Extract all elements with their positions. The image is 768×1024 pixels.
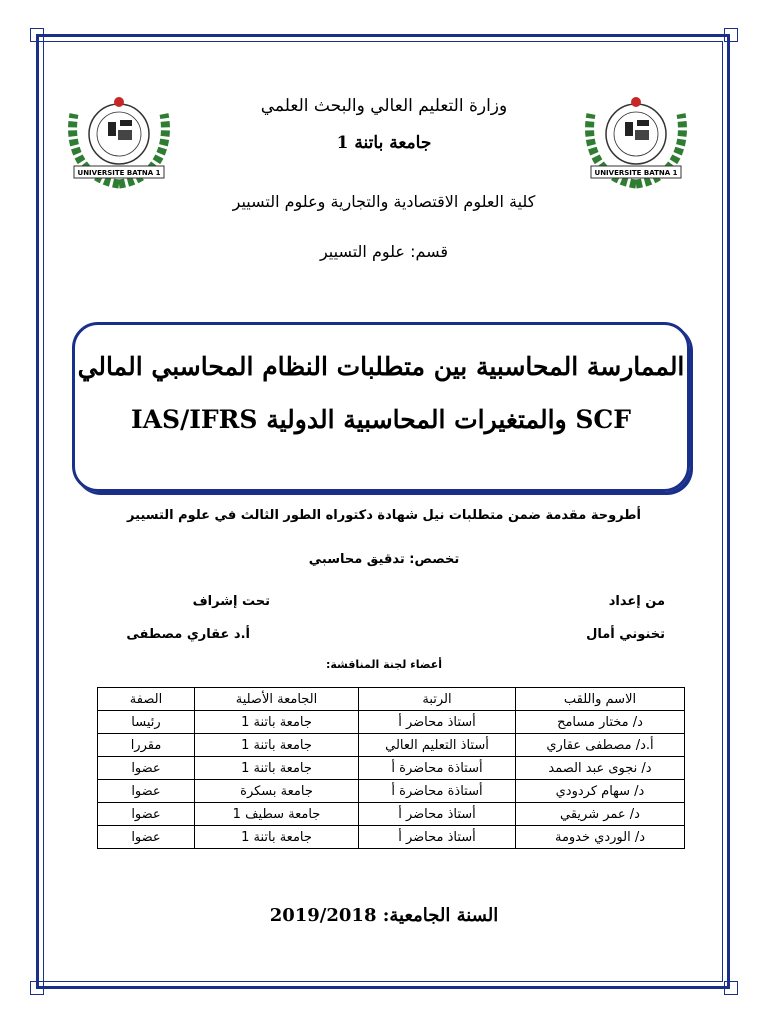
member-name: أ.د/ مصطفى عقاري: [516, 734, 685, 757]
logo-caption: UNIVERSITE BATNA 1: [77, 169, 161, 177]
table-row: [98, 803, 685, 826]
member-name: د/ سهام كردودي: [516, 780, 685, 803]
frame-corner-ornament: [724, 981, 738, 995]
member-role: مقررا: [98, 734, 195, 757]
supervision-label: تحت إشراف: [192, 594, 270, 609]
ministry-name: وزارة التعليم العالي والبحث العلمي: [260, 96, 508, 116]
supervisor-name: أ.د عقاري مصطفى: [126, 627, 250, 642]
frame-corner-ornament: [724, 28, 738, 42]
prepared-by-label: من إعداد: [608, 594, 665, 609]
column-header: الصفة: [98, 688, 195, 711]
member-rank: أستاذة محاضرة أ: [359, 757, 516, 780]
logo-caption: UNIVERSITE BATNA 1: [594, 169, 678, 177]
member-role: رئيسا: [98, 711, 195, 734]
frame-corner-ornament: [30, 981, 44, 995]
committee-title: أعضاء لجنة المناقشة:: [325, 658, 443, 671]
table-header-row: [98, 688, 685, 711]
member-rank: أستاذة محاضرة أ: [359, 780, 516, 803]
member-university: جامعة باتنة 1: [195, 757, 359, 780]
member-role: عضوا: [98, 780, 195, 803]
table-row: [98, 711, 685, 734]
thesis-title-line2: SCF والمتغيرات المحاسبية الدولية IAS/IFRS: [130, 405, 632, 434]
table-row: [98, 734, 685, 757]
column-header: الرتبة: [359, 688, 516, 711]
member-rank: أستاذ التعليم العالي: [359, 734, 516, 757]
member-university: جامعة بسكرة: [195, 780, 359, 803]
table-row: [98, 826, 685, 849]
committee-table: [97, 687, 685, 849]
member-rank: أستاذ محاضر أ: [359, 826, 516, 849]
member-university: جامعة باتنة 1: [195, 826, 359, 849]
column-header: الجامعة الأصلية: [195, 688, 359, 711]
university-name: جامعة باتنة 1: [336, 133, 432, 153]
member-rank: أستاذ محاضر أ: [359, 803, 516, 826]
member-rank: أستاذ محاضر أ: [359, 711, 516, 734]
member-role: عضوا: [98, 826, 195, 849]
department-name: قسم: علوم التسيير: [319, 242, 449, 261]
member-name: د/ عمر شريقي: [516, 803, 685, 826]
member-name: د/ مختار مسامح: [516, 711, 685, 734]
member-university: جامعة سطيف 1: [195, 803, 359, 826]
member-name: د/ الوردي خدومة: [516, 826, 685, 849]
member-role: عضوا: [98, 757, 195, 780]
member-name: د/ نجوى عبد الصمد: [516, 757, 685, 780]
member-university: جامعة باتنة 1: [195, 711, 359, 734]
member-role: عضوا: [98, 803, 195, 826]
specialty: تخصص: تدقيق محاسبي: [308, 552, 460, 567]
student-name: تخنوني أمال: [586, 627, 665, 642]
faculty-name: كلية العلوم الاقتصادية والتجارية وعلوم التسيير: [232, 192, 536, 211]
table-row: [98, 757, 685, 780]
frame-corner-ornament: [30, 28, 44, 42]
degree-statement: أطروحة مقدمة ضمن متطلبات نيل شهادة دكتوراه الطور الثالث في علوم التسيير: [127, 508, 641, 523]
member-university: جامعة باتنة 1: [195, 734, 359, 757]
table-row: [98, 780, 685, 803]
column-header: الاسم واللقب: [516, 688, 685, 711]
academic-year: السنة الجامعية: 2019/2018: [269, 905, 499, 926]
thesis-title-line1: الممارسة المحاسبية بين متطلبات النظام المحاسبي المالي: [77, 352, 685, 381]
